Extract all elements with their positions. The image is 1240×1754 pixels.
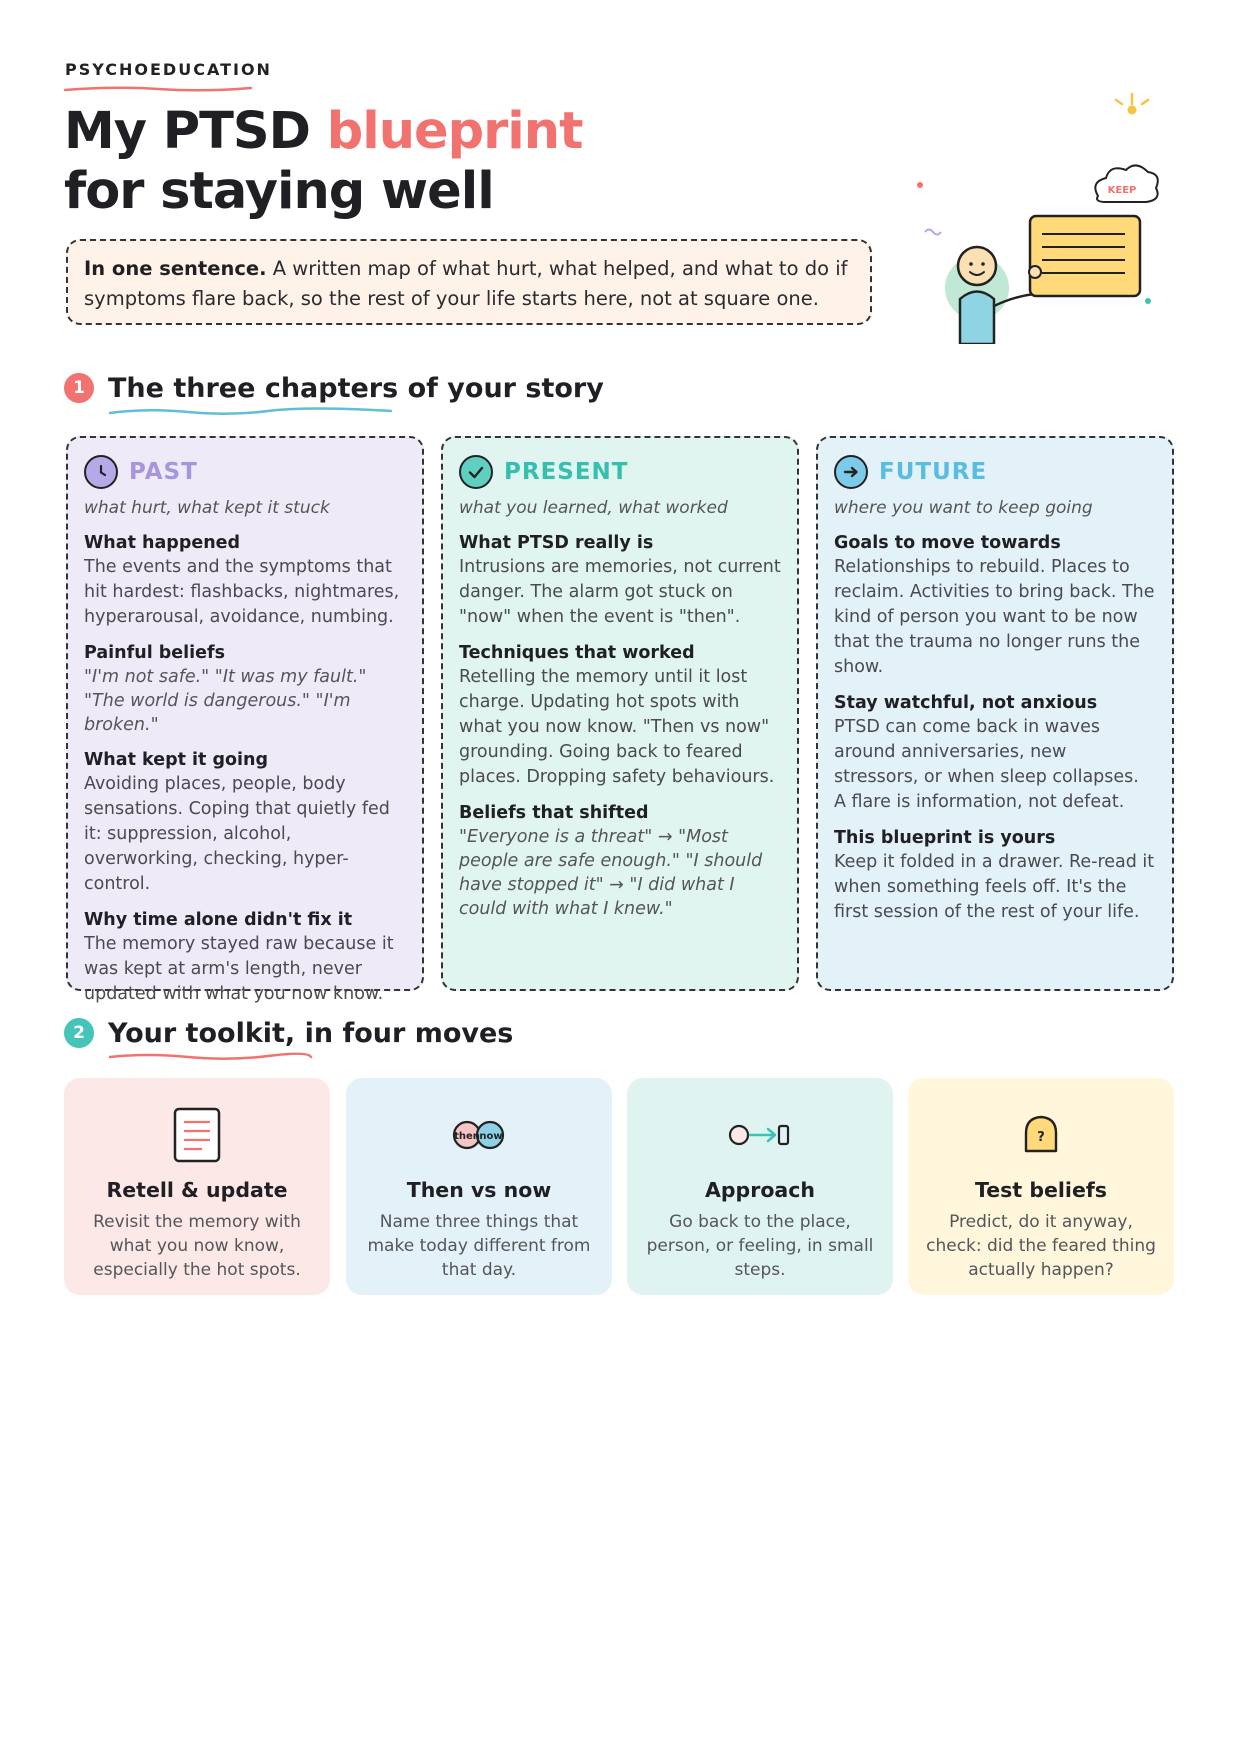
- section-1-number: 1: [64, 373, 94, 403]
- tool-title: Retell & update: [106, 1178, 288, 1202]
- svg-text:?: ?: [1037, 1130, 1045, 1145]
- item-text: Avoiding places, people, body sensations. Coping that quietly fed it: suppression, alcohol, overworking, checking, hyper-control.: [84, 774, 390, 894]
- list-item: [459, 801, 781, 921]
- section-1-underline: [108, 406, 393, 418]
- eyebrow-underline: [63, 84, 253, 94]
- eyebrow-label: PSYCHOEDUCATION: [65, 60, 272, 79]
- page-title: [64, 102, 582, 222]
- section-2-header: [64, 1013, 513, 1053]
- item-heading: Painful beliefs: [84, 643, 226, 663]
- list-item: [84, 748, 406, 897]
- item-heading: Goals to move towards: [834, 533, 1061, 553]
- list-item: [459, 641, 781, 790]
- item-heading: Stay watchful, not anxious: [834, 693, 1098, 713]
- column-subtitle: what hurt, what kept it stuck: [84, 498, 330, 518]
- section-2-number: 2: [64, 1018, 94, 1048]
- approach-arrow-icon: [627, 1102, 893, 1168]
- item-heading: What kept it going: [84, 750, 269, 770]
- tool-card-retell: [64, 1078, 330, 1295]
- item-heading: What PTSD really is: [459, 533, 654, 553]
- svg-text:now: now: [479, 1131, 503, 1142]
- section-2-title: Your toolkit, in four moves: [108, 1017, 514, 1049]
- summary-text: A written map of what hurt, what helped, and what to do if symptoms flare back, so the rest of your life starts here, not at square one.: [84, 257, 848, 310]
- column-past: [66, 436, 424, 1004]
- arrow-right-icon: [834, 455, 868, 489]
- item-heading: Beliefs that shifted: [459, 803, 649, 823]
- section-1-title: The three chapters of your story: [108, 372, 604, 404]
- item-heading: Techniques that worked: [459, 643, 695, 663]
- item-text: Keep it folded in a drawer. Re-read it when something feels off. It's the first session of the rest of your life.: [834, 852, 1155, 922]
- item-text: "Everyone is a threat" → "Most people are safe enough." "I should have stopped it" → "I did what I could with what I knew.": [459, 827, 763, 919]
- tool-title: Then vs now: [406, 1178, 552, 1202]
- summary-lead: In one sentence.: [84, 257, 267, 280]
- item-heading: This blueprint is yours: [834, 828, 1056, 848]
- tool-title: Approach: [705, 1178, 815, 1202]
- list-item: [84, 908, 406, 1007]
- then-now-icon: [346, 1102, 612, 1168]
- tool-card-approach: [627, 1078, 893, 1295]
- clock-icon: [84, 455, 118, 489]
- tool-text: Revisit the memory with what you now know, especially the hot spots.: [93, 1212, 301, 1280]
- tool-card-test-beliefs: [908, 1078, 1174, 1295]
- column-future: [816, 436, 1174, 991]
- item-text: "I'm not safe." "It was my fault." "The world is dangerous." "I'm broken.": [84, 667, 367, 735]
- sparkle-icon: [1116, 94, 1148, 115]
- keep-tag: KEEP: [1107, 185, 1137, 196]
- list-item: [84, 641, 406, 737]
- column-title: FUTURE: [879, 459, 988, 485]
- list-item: [84, 531, 406, 630]
- tool-text: Go back to the place, person, or feeling, in small steps.: [646, 1212, 874, 1280]
- title-part-1: My PTSD: [64, 102, 327, 161]
- item-text: PTSD can come back in waves around anniversaries, new stressors, or when sleep collapses. A flare is information, not defeat.: [834, 717, 1139, 812]
- document-icon: [64, 1102, 330, 1168]
- column-title: PAST: [129, 459, 198, 485]
- summary-box: [66, 239, 872, 325]
- list-item: [834, 826, 1156, 925]
- column-present: [441, 436, 799, 991]
- column-title: PRESENT: [504, 459, 629, 485]
- item-text: The events and the symptoms that hit hardest: flashbacks, nightmares, hyperarousal, avoidance, numbing.: [84, 557, 400, 627]
- hero-illustration: [900, 84, 1180, 344]
- item-text: The memory stayed raw because it was kept at arm's length, never updated with what you now know.: [84, 934, 394, 1004]
- title-accent: blueprint: [326, 102, 583, 161]
- item-text: Retelling the memory until it lost charge. Updating hot spots with what you now know. "Then vs now" grounding. Going back to feared places. Dropping safety behaviours.: [459, 667, 775, 787]
- tool-card-then-now: [346, 1078, 612, 1295]
- title-line-2: for staying well: [64, 162, 494, 221]
- tool-text: Predict, do it anyway, check: did the feared thing actually happen?: [926, 1212, 1156, 1280]
- list-item: [459, 531, 781, 630]
- section-2-underline: [108, 1051, 313, 1063]
- question-bubble-icon: [908, 1102, 1174, 1168]
- tool-text: Name three things that make today different from that day.: [367, 1212, 591, 1280]
- item-text: Relationships to rebuild. Places to reclaim. Activities to bring back. The kind of person you want to be now that the trauma no longer runs the show.: [834, 557, 1155, 677]
- section-1-header: [64, 368, 604, 408]
- column-subtitle: where you want to keep going: [834, 498, 1093, 518]
- column-subtitle: what you learned, what worked: [459, 498, 728, 518]
- list-item: [834, 691, 1156, 815]
- item-heading: Why time alone didn't fix it: [84, 910, 353, 930]
- check-icon: [459, 455, 493, 489]
- item-text: Intrusions are memories, not current danger. The alarm got stuck on "now" when the event is "then".: [459, 557, 781, 627]
- list-item: [834, 531, 1156, 680]
- svg-text:then: then: [454, 1131, 480, 1142]
- item-heading: What happened: [84, 533, 241, 553]
- tool-title: Test beliefs: [975, 1178, 1107, 1202]
